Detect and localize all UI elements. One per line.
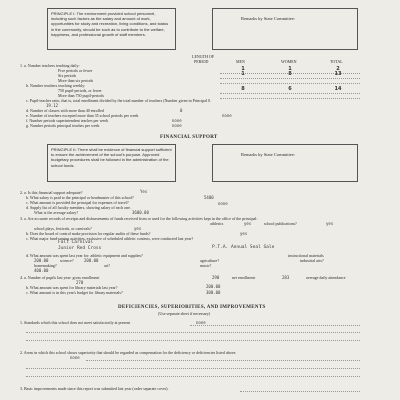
q2a: 2. a. Is this financial support adequate? [20,190,83,195]
q3d-agriculture: agriculture? [200,258,220,263]
q3d-industrial: industrial arts? [300,258,324,263]
q4a-average: average daily attendance [306,275,346,280]
q3c-fall-carnival: Fall Carnival [58,240,94,245]
row-750-fewer: 750 pupil-periods, or fewer [58,88,102,93]
item-1d: d. Number of classes with more than 40 enrolled [26,108,104,113]
q3a-publications-value: yes [326,221,334,226]
q3a: 3. a. Are accurate records of receipts and disbursements of funds received from or used for the following activities kept in the office of the principal: [20,216,258,221]
val-r1-total: 2 [336,66,340,72]
q2c-value: none [218,201,228,206]
def-q1: 1. Standards which this school does not meet satisfactorily at present [20,320,131,325]
item-1b: b. Number teachers teaching weekly: [26,83,86,88]
q3d-homemaking-value: 400.00 [34,268,49,273]
q3d-athletic-value: 200.00 [34,258,49,263]
item-1c-value: 19.12 [46,103,59,108]
q2b: b. What salary is paid to the principal or headmaster of this school? [26,195,134,200]
q4b: b. What amount was spent for library materials last year? [26,285,118,290]
item-1f-value: none [172,118,182,123]
item-1g-value: none [172,123,182,128]
q3d-science: science? [60,258,74,263]
row-five-periods: Five periods or fewer [58,68,93,73]
remarks-box-2 [212,144,358,182]
q2c: c. What amount is provided the principal for expenses of travel? [26,200,129,205]
q3d-music: music? [200,263,212,268]
remarks-label-2: Remarks by State Committee: [241,152,296,157]
q4a: 4. a. Number of pupils last year: gross enrollment [20,275,100,280]
q2d-2: What is the average salary? [34,210,78,215]
q3d-art: art? [104,263,110,268]
remarks-label-1: Remarks by State Committee: [241,16,296,21]
q3a-publications: school publications? [264,221,297,226]
principle-1-text: PRINCIPLE I: The environment provided school personnel, including such factors as the salary and amount of work, opportunities for study and recreation, living conditions, and status in the community, should be such as to contribute to the welfare, happiness, and professional growth of staff members. [51,11,169,37]
row-750-more: More than 750 pupil-periods [58,93,104,98]
col-men: MEN [236,59,245,64]
q3b: b. Does the board of control make provision for regular audits of these funds? [26,231,151,236]
q3b-value: yes [240,231,248,236]
q3a-plays: school plays, festivals, or carnivals? [34,226,92,231]
val-r2-men: 1 [241,71,245,77]
item-1c: c. Pupil-teacher ratio, that is, total enrollment divided by the total number of teachers (Number given in Principal 0. [26,98,212,103]
def-q2: 2. Areas in which this school shows superiority that should be regarded as compensation for the deficiency or deficiencies listed above. [20,350,237,355]
q4a-average-value: 270 [76,280,84,285]
principle-2-box [47,144,176,182]
q3a-athletics-value: yes [244,221,252,226]
q2b-value: 5400 [204,195,214,200]
item-1f: f. Number periods superintendent teaches per week [26,118,109,123]
q4a-gross-value: 290 [212,275,220,280]
q3d: d. What amount was spent last year for: athletic equipment and supplies? [26,253,143,258]
principle-1-box [47,8,176,50]
q4c: c. What amount is in this year's budget for library materials? [26,290,123,295]
val-r4-total: 14 [334,86,342,92]
item-1g: g. Number periods principal teaches per week [26,123,100,128]
deficiencies-heading: DEFICIENCIES, SUPERIORITIES, AND IMPROVEMENTS [118,305,266,310]
val-r1-women: 1 [288,66,292,72]
q3a-athletics: athletics [210,221,224,226]
q4c-value: 300.00 [206,290,221,295]
q3c-red-cross: Junior Red Cross [58,246,102,251]
q3d-homemaking: homemaking? [34,263,57,268]
q3d-science-value: 200.00 [84,258,99,263]
def-q1-value: none [196,320,206,325]
deficiencies-sub: (Use separate sheet if necessary) [158,311,211,316]
q2d: d. Supply list of all faculty members, showing salary of each one. [26,205,131,210]
val-r4-men: 8 [241,86,245,92]
item-1d-value: 0 [180,108,183,113]
q4b-value: 200.00 [206,284,221,289]
val-r4-women: 6 [288,86,292,92]
item-1e-value: none [222,113,232,118]
col-total: TOTAL [330,59,343,64]
def-q3: 3. Basic improvements made since this report was submitted last year (order separate cover). [20,386,169,391]
q3c-seal-sale: P.T.A. Annual Seal Sale [212,245,275,250]
q2a-value: Yes [140,189,148,194]
q2d-value: 3600.00 [132,210,149,215]
row-more-six: More than six periods [58,78,93,83]
q4a-net-value: 283 [282,275,290,280]
q3a-plays-value: yes [134,226,142,231]
val-r1-men: 1 [241,66,245,72]
row-six-periods: Six periods [58,73,77,78]
q3d-instructional: instructional materials [288,253,324,258]
col-women: WOMEN [281,59,297,64]
item-1a: 1. a. Number teachers teaching daily: [20,63,80,68]
q4a-net: net enrollment [232,275,256,280]
def-q2-value: none [70,355,80,360]
financial-heading: FINANCIAL SUPPORT [160,135,218,140]
q3c: c. What major fund-raising activities, exclusive of scheduled athletic contests, were conducted last year? [26,236,194,241]
principle-2-text: PRINCIPLE II: There shall be evidence of financial support sufficient to ensure the achievement of the school's purpose. Approved budgetary procedures shall be followed in the administration of the school funds. [51,147,172,168]
val-r2-women: 8 [288,71,292,77]
item-1e: e. Number of teachers excepted more than 35 school periods per week [26,113,139,118]
col-length: LENGTH OF [192,54,215,59]
remarks-box-1 [212,8,358,50]
col-length-2: PERIOD [194,59,209,64]
val-r2-total: 13 [334,71,342,77]
